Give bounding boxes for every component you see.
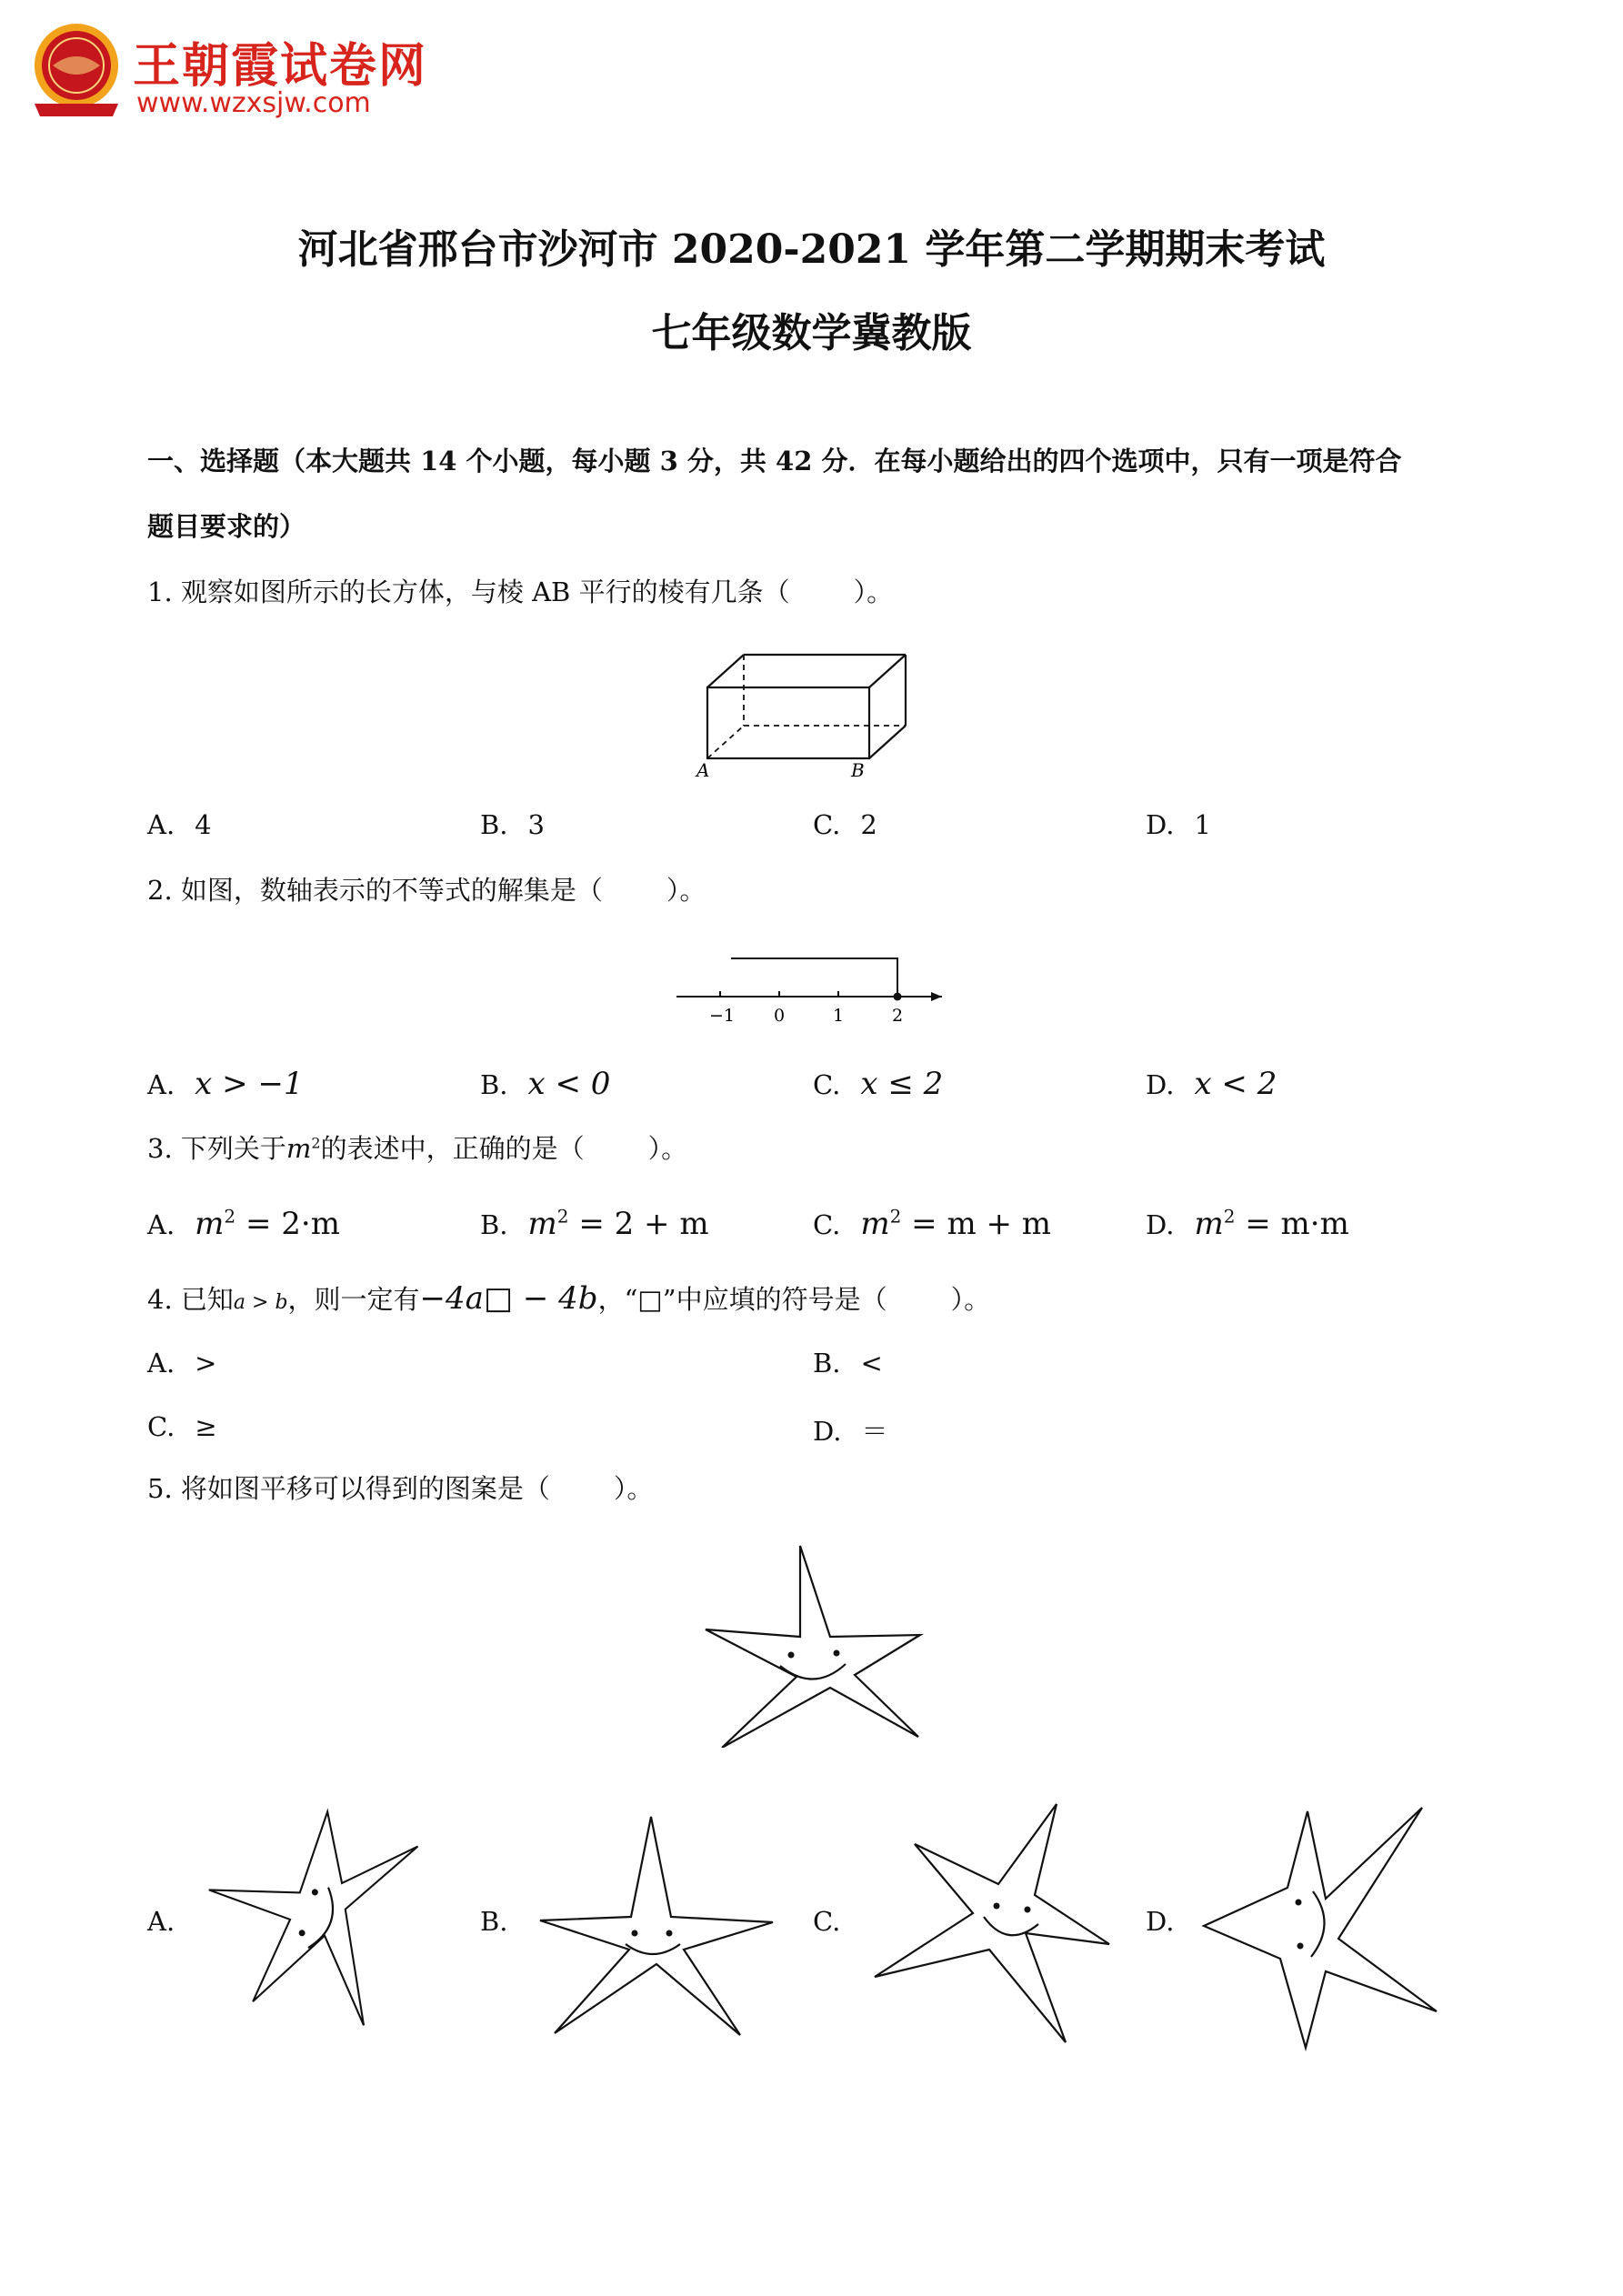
question-stem: 观察如图所示的长方体，与棱 AB 平行的棱有几条（: [180, 577, 790, 607]
question-stem-end: ）。: [647, 1133, 688, 1164]
option-5c-label[interactable]: C.: [813, 1906, 841, 1937]
question-stem: 将如图平移可以得到的图案是（: [180, 1473, 550, 1504]
question-stem-end: ）。: [853, 577, 894, 607]
vertex-label-b: B: [851, 759, 865, 781]
question-3: 3. 下列关于$m^2$的表述中，正确的是（ ）。: [147, 1133, 688, 1164]
question-number: 5.: [147, 1473, 173, 1504]
option-4a[interactable]: A. >: [147, 1348, 217, 1379]
number-line-figure: [673, 946, 955, 1028]
option-2b[interactable]: B. x < 0: [480, 1066, 611, 1102]
option-2d[interactable]: D. x < 2: [1146, 1066, 1277, 1102]
question-2: [147, 875, 706, 907]
tick-label: 1: [833, 1006, 845, 1026]
logo-badge-icon: [25, 20, 127, 122]
site-logo: [25, 20, 426, 122]
tick-label: −1: [709, 1006, 736, 1026]
vertex-label-a: A: [696, 759, 710, 781]
tick-label: 0: [774, 1006, 786, 1026]
question-stem: 下列关于: [180, 1133, 286, 1164]
option-4b[interactable]: B. <: [813, 1348, 883, 1379]
question-number: 3.: [147, 1133, 173, 1164]
question-number: 4.: [147, 1284, 173, 1315]
option-2c[interactable]: C. x ≤ 2: [813, 1066, 944, 1102]
option-3d[interactable]: D. $m^2 = m\cdot m$: [1146, 1206, 1349, 1243]
option-5a-label[interactable]: A.: [147, 1906, 175, 1937]
cuboid-figure: [691, 647, 937, 784]
option-5d-label[interactable]: D.: [1146, 1906, 1175, 1937]
option-5a-star[interactable]: [195, 1802, 440, 2048]
closed-endpoint: [894, 993, 902, 1001]
question-stem-end: ）。: [666, 875, 706, 906]
question-1: [147, 577, 893, 608]
question-stem-end: ）。: [613, 1473, 654, 1504]
option-4c[interactable]: C. ≥: [147, 1411, 217, 1442]
exam-subtitle: 七年级数学冀教版: [651, 310, 972, 356]
question-number: 1.: [147, 577, 173, 607]
option-2a[interactable]: A. x > −1: [147, 1066, 304, 1102]
question-number: 2.: [147, 875, 173, 906]
option-5b-label[interactable]: B.: [480, 1906, 508, 1937]
option-5d-star[interactable]: [1200, 1800, 1446, 2055]
tick-label: 2: [892, 1006, 904, 1026]
option-3b[interactable]: B. $m^2 = 2 + m$: [480, 1206, 709, 1243]
logo-url[interactable]: www.wzxsjw.com: [136, 87, 371, 119]
question-stem: 如图，数轴表示的不等式的解集是（: [180, 875, 603, 906]
section-heading-cont: 题目要求的）: [147, 511, 306, 542]
option-1b[interactable]: B. 3: [480, 809, 545, 840]
question-5: [147, 1473, 653, 1505]
option-3a[interactable]: A. $m^2 = 2\cdot m$: [147, 1206, 340, 1243]
option-3c[interactable]: C. $m^2 = m + m$: [813, 1206, 1052, 1243]
option-1d[interactable]: D. 1: [1146, 809, 1211, 840]
option-5c-star[interactable]: [871, 1797, 1117, 2051]
option-1a[interactable]: A. 4: [147, 809, 212, 840]
option-5b-star[interactable]: [535, 1810, 780, 2046]
option-1c[interactable]: C. 2: [813, 809, 877, 840]
logo-title: 王朝霞试卷网: [133, 39, 428, 94]
exam-title: 河北省邢台市沙河市 2020-2021 学年第二学期期末考试: [297, 226, 1326, 273]
option-4d[interactable]: D. ＝: [813, 1416, 888, 1447]
solution-bracket: [731, 958, 897, 997]
question-4: 4. 已知a > b，则一定有−4a□ − 4b，“□”中应填的符号是（ ）。: [147, 1280, 991, 1317]
reference-star-figure: [700, 1539, 927, 1748]
section-heading: 一、选择题（本大题共 14 个小题，每小题 3 分，共 42 分．在每小题给出的四个选项中，只有一项是符合: [147, 446, 1402, 476]
